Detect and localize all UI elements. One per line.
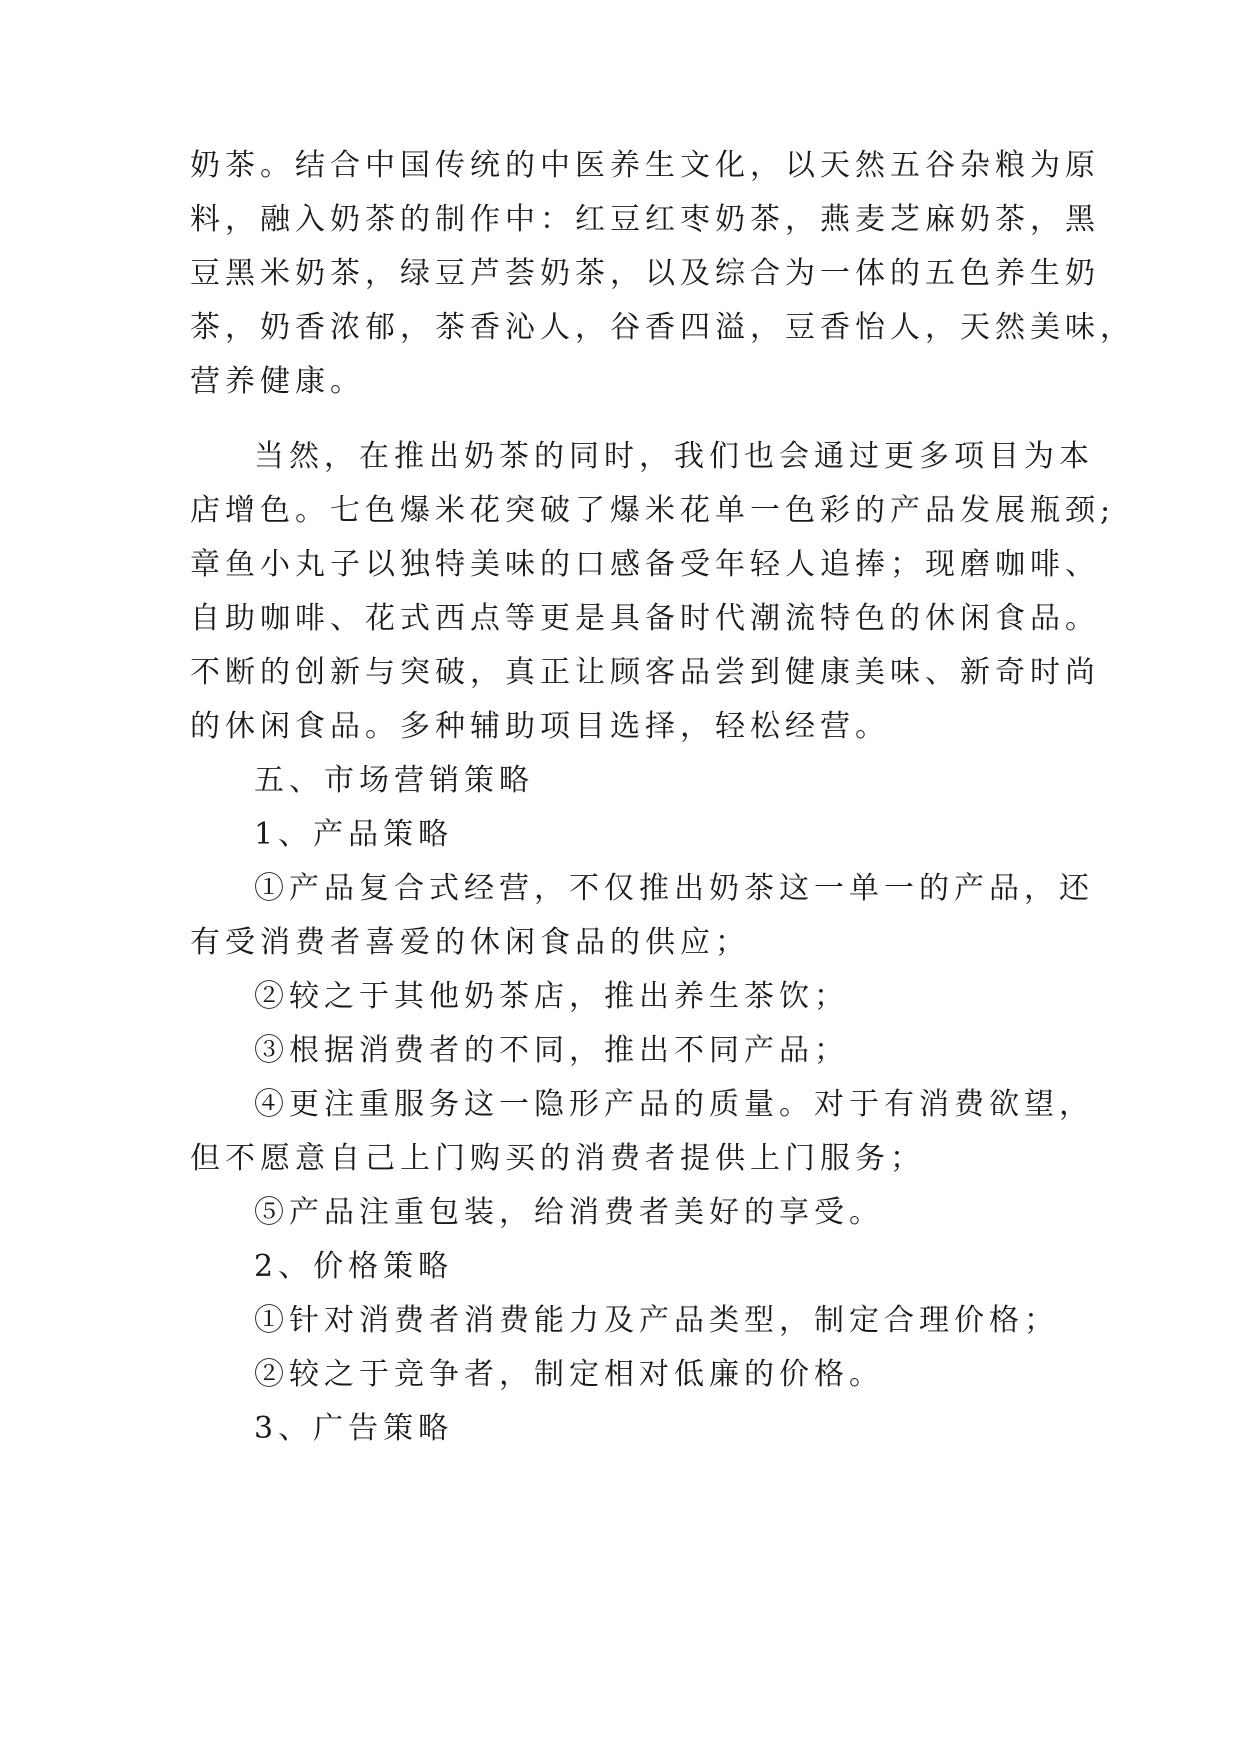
list-item: ④更注重服务这一隐形产品的质量。对于有消费欲望， [254, 1087, 1094, 1122]
subsection-heading: 2、价格策略 [254, 1249, 454, 1284]
list-item: ①产品复合式经营，不仅推出奶茶这一单一的产品，还 [254, 871, 1094, 906]
paragraph-line: 店增色。七色爆米花突破了爆米花单一色彩的产品发展瓶颈; [190, 493, 1116, 528]
list-item: ③根据消费者的不同，推出不同产品； [254, 1033, 849, 1068]
paragraph-line: 当然，在推出奶茶的同时，我们也会通过更多项目为本 [254, 439, 1094, 474]
paragraph-line: 营养健康。 [190, 364, 365, 399]
paragraph-line: 奶茶。结合中国传统的中医养生文化，以天然五谷杂粮为原 [190, 148, 1100, 183]
list-item: ②较之于竞争者，制定相对低廉的价格。 [254, 1357, 884, 1392]
list-item: ⑤产品注重包装，给消费者美好的享受。 [254, 1195, 884, 1230]
paragraph-line: 章鱼小丸子以独特美味的口感备受年轻人追捧；现磨咖啡、 [190, 547, 1100, 582]
section-heading: 五、市场营销策略 [254, 763, 534, 798]
paragraph-line: 茶，奶香浓郁，茶香沁人，谷香四溢，豆香怡人，天然美味， [190, 310, 1135, 345]
subsection-heading: 3、广告策略 [254, 1411, 454, 1446]
list-item-continuation: 但不愿意自己上门购买的消费者提供上门服务； [190, 1141, 925, 1176]
paragraph-line: 料，融入奶茶的制作中：红豆红枣奶茶，燕麦芝麻奶茶，黑 [190, 202, 1100, 237]
paragraph-line: 的休闲食品。多种辅助项目选择，轻松经营。 [190, 709, 890, 744]
subsection-heading: 1、产品策略 [254, 817, 454, 852]
paragraph-line: 不断的创新与突破，真正让顾客品尝到健康美味、新奇时尚 [190, 655, 1100, 690]
list-item: ①针对消费者消费能力及产品类型，制定合理价格； [254, 1303, 1059, 1338]
list-item: ②较之于其他奶茶店，推出养生茶饮； [254, 979, 849, 1014]
paragraph-line: 自助咖啡、花式西点等更是具备时代潮流特色的休闲食品。 [190, 601, 1100, 636]
paragraph-line: 豆黑米奶茶，绿豆芦荟奶茶，以及综合为一体的五色养生奶 [190, 256, 1100, 291]
list-item-continuation: 有受消费者喜爱的休闲食品的供应； [190, 925, 750, 960]
